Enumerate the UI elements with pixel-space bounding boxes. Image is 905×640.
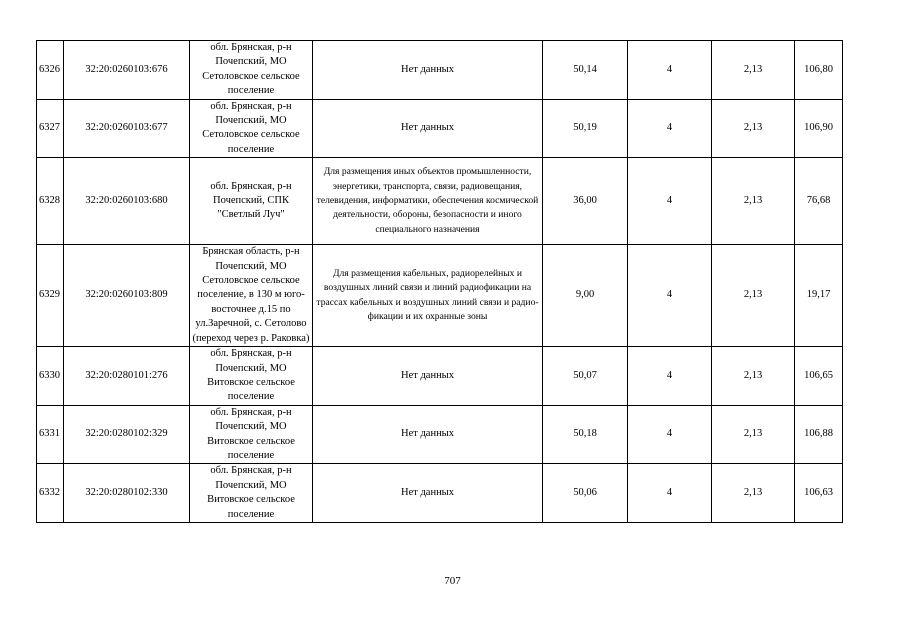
permitted-use: Нет данных — [313, 347, 543, 406]
column-6-value: 4 — [628, 245, 712, 347]
table-row — [37, 405, 843, 464]
permitted-use: Нет данных — [313, 99, 543, 158]
row-number: 6327 — [37, 99, 64, 158]
column-6-value: 4 — [628, 464, 712, 523]
address: обл. Брянская, р-н Почепский, МО Витовское сельское поселение — [190, 347, 313, 406]
address: обл. Брянская, р-н Почепский, МО Сетоловское сельское поселение — [190, 99, 313, 158]
address: обл. Брянская, р-н Почепский, МО Витовское сельское поселение — [190, 464, 313, 523]
row-number: 6329 — [37, 245, 64, 347]
cadastral-number: 32:20:0260103:809 — [64, 245, 190, 347]
cadastral-number: 32:20:0260103:680 — [64, 158, 190, 245]
cost-value: 106,63 — [795, 464, 843, 523]
table-row — [37, 245, 843, 347]
cost-value: 106,90 — [795, 99, 843, 158]
address: обл. Брянская, р-н Почепский, МО Витовское сельское поселение — [190, 405, 313, 464]
row-number: 6332 — [37, 464, 64, 523]
column-7-value: 2,13 — [712, 347, 795, 406]
area-value: 50,07 — [543, 347, 628, 406]
area-value: 50,14 — [543, 41, 628, 100]
column-6-value: 4 — [628, 405, 712, 464]
cadastral-number: 32:20:0280102:329 — [64, 405, 190, 464]
table-row — [37, 41, 843, 100]
area-value: 36,00 — [543, 158, 628, 245]
address: обл. Брянская, р-н Почепский, СПК "Светлый Луч" — [190, 158, 313, 245]
column-6-value: 4 — [628, 41, 712, 100]
permitted-use: Нет данных — [313, 41, 543, 100]
area-value: 50,18 — [543, 405, 628, 464]
column-7-value: 2,13 — [712, 405, 795, 464]
table-row — [37, 158, 843, 245]
column-6-value: 4 — [628, 158, 712, 245]
table-row — [37, 99, 843, 158]
page-number: 707 — [444, 575, 461, 587]
column-7-value: 2,13 — [712, 464, 795, 523]
permitted-use: Для размещения иных объектов промышленности, энергетики, транспорта, связи, радиовещания, телевидения, информатики, обеспечения космической деятельности, обороны, безопасности и иного специального назначения — [313, 158, 543, 245]
column-7-value: 2,13 — [712, 245, 795, 347]
cost-value: 76,68 — [795, 158, 843, 245]
cadastral-number: 32:20:0260103:676 — [64, 41, 190, 100]
row-number: 6331 — [37, 405, 64, 464]
cost-value: 106,88 — [795, 405, 843, 464]
cost-value: 19,17 — [795, 245, 843, 347]
cadastral-number: 32:20:0280101:276 — [64, 347, 190, 406]
column-7-value: 2,13 — [712, 158, 795, 245]
permitted-use: Для размещения кабельных, радиорелейных и воздушных линий связи и линий радиофикации на трассах кабельных и воздушных линий связи и радио-фикации и их охранные зоны — [313, 245, 543, 347]
row-number: 6326 — [37, 41, 64, 100]
address: обл. Брянская, р-н Почепский, МО Сетоловское сельское поселение — [190, 41, 313, 100]
cadastral-number: 32:20:0260103:677 — [64, 99, 190, 158]
area-value: 50,06 — [543, 464, 628, 523]
table-body — [37, 41, 843, 523]
permitted-use: Нет данных — [313, 405, 543, 464]
area-value: 50,19 — [543, 99, 628, 158]
cost-value: 106,65 — [795, 347, 843, 406]
area-value: 9,00 — [543, 245, 628, 347]
column-6-value: 4 — [628, 99, 712, 158]
table-row — [37, 347, 843, 406]
land-registry-table — [36, 40, 843, 523]
cadastral-number: 32:20:0280102:330 — [64, 464, 190, 523]
cost-value: 106,80 — [795, 41, 843, 100]
column-7-value: 2,13 — [712, 41, 795, 100]
column-7-value: 2,13 — [712, 99, 795, 158]
row-number: 6330 — [37, 347, 64, 406]
table-row — [37, 464, 843, 523]
column-6-value: 4 — [628, 347, 712, 406]
permitted-use: Нет данных — [313, 464, 543, 523]
row-number: 6328 — [37, 158, 64, 245]
address: Брянская область, р-н Почепский, МО Сетоловское сельское поселение, в 130 м юго-восточнее д.15 по ул.Заречной, с. Сетолово (переход через р. Раковка) — [190, 245, 313, 347]
